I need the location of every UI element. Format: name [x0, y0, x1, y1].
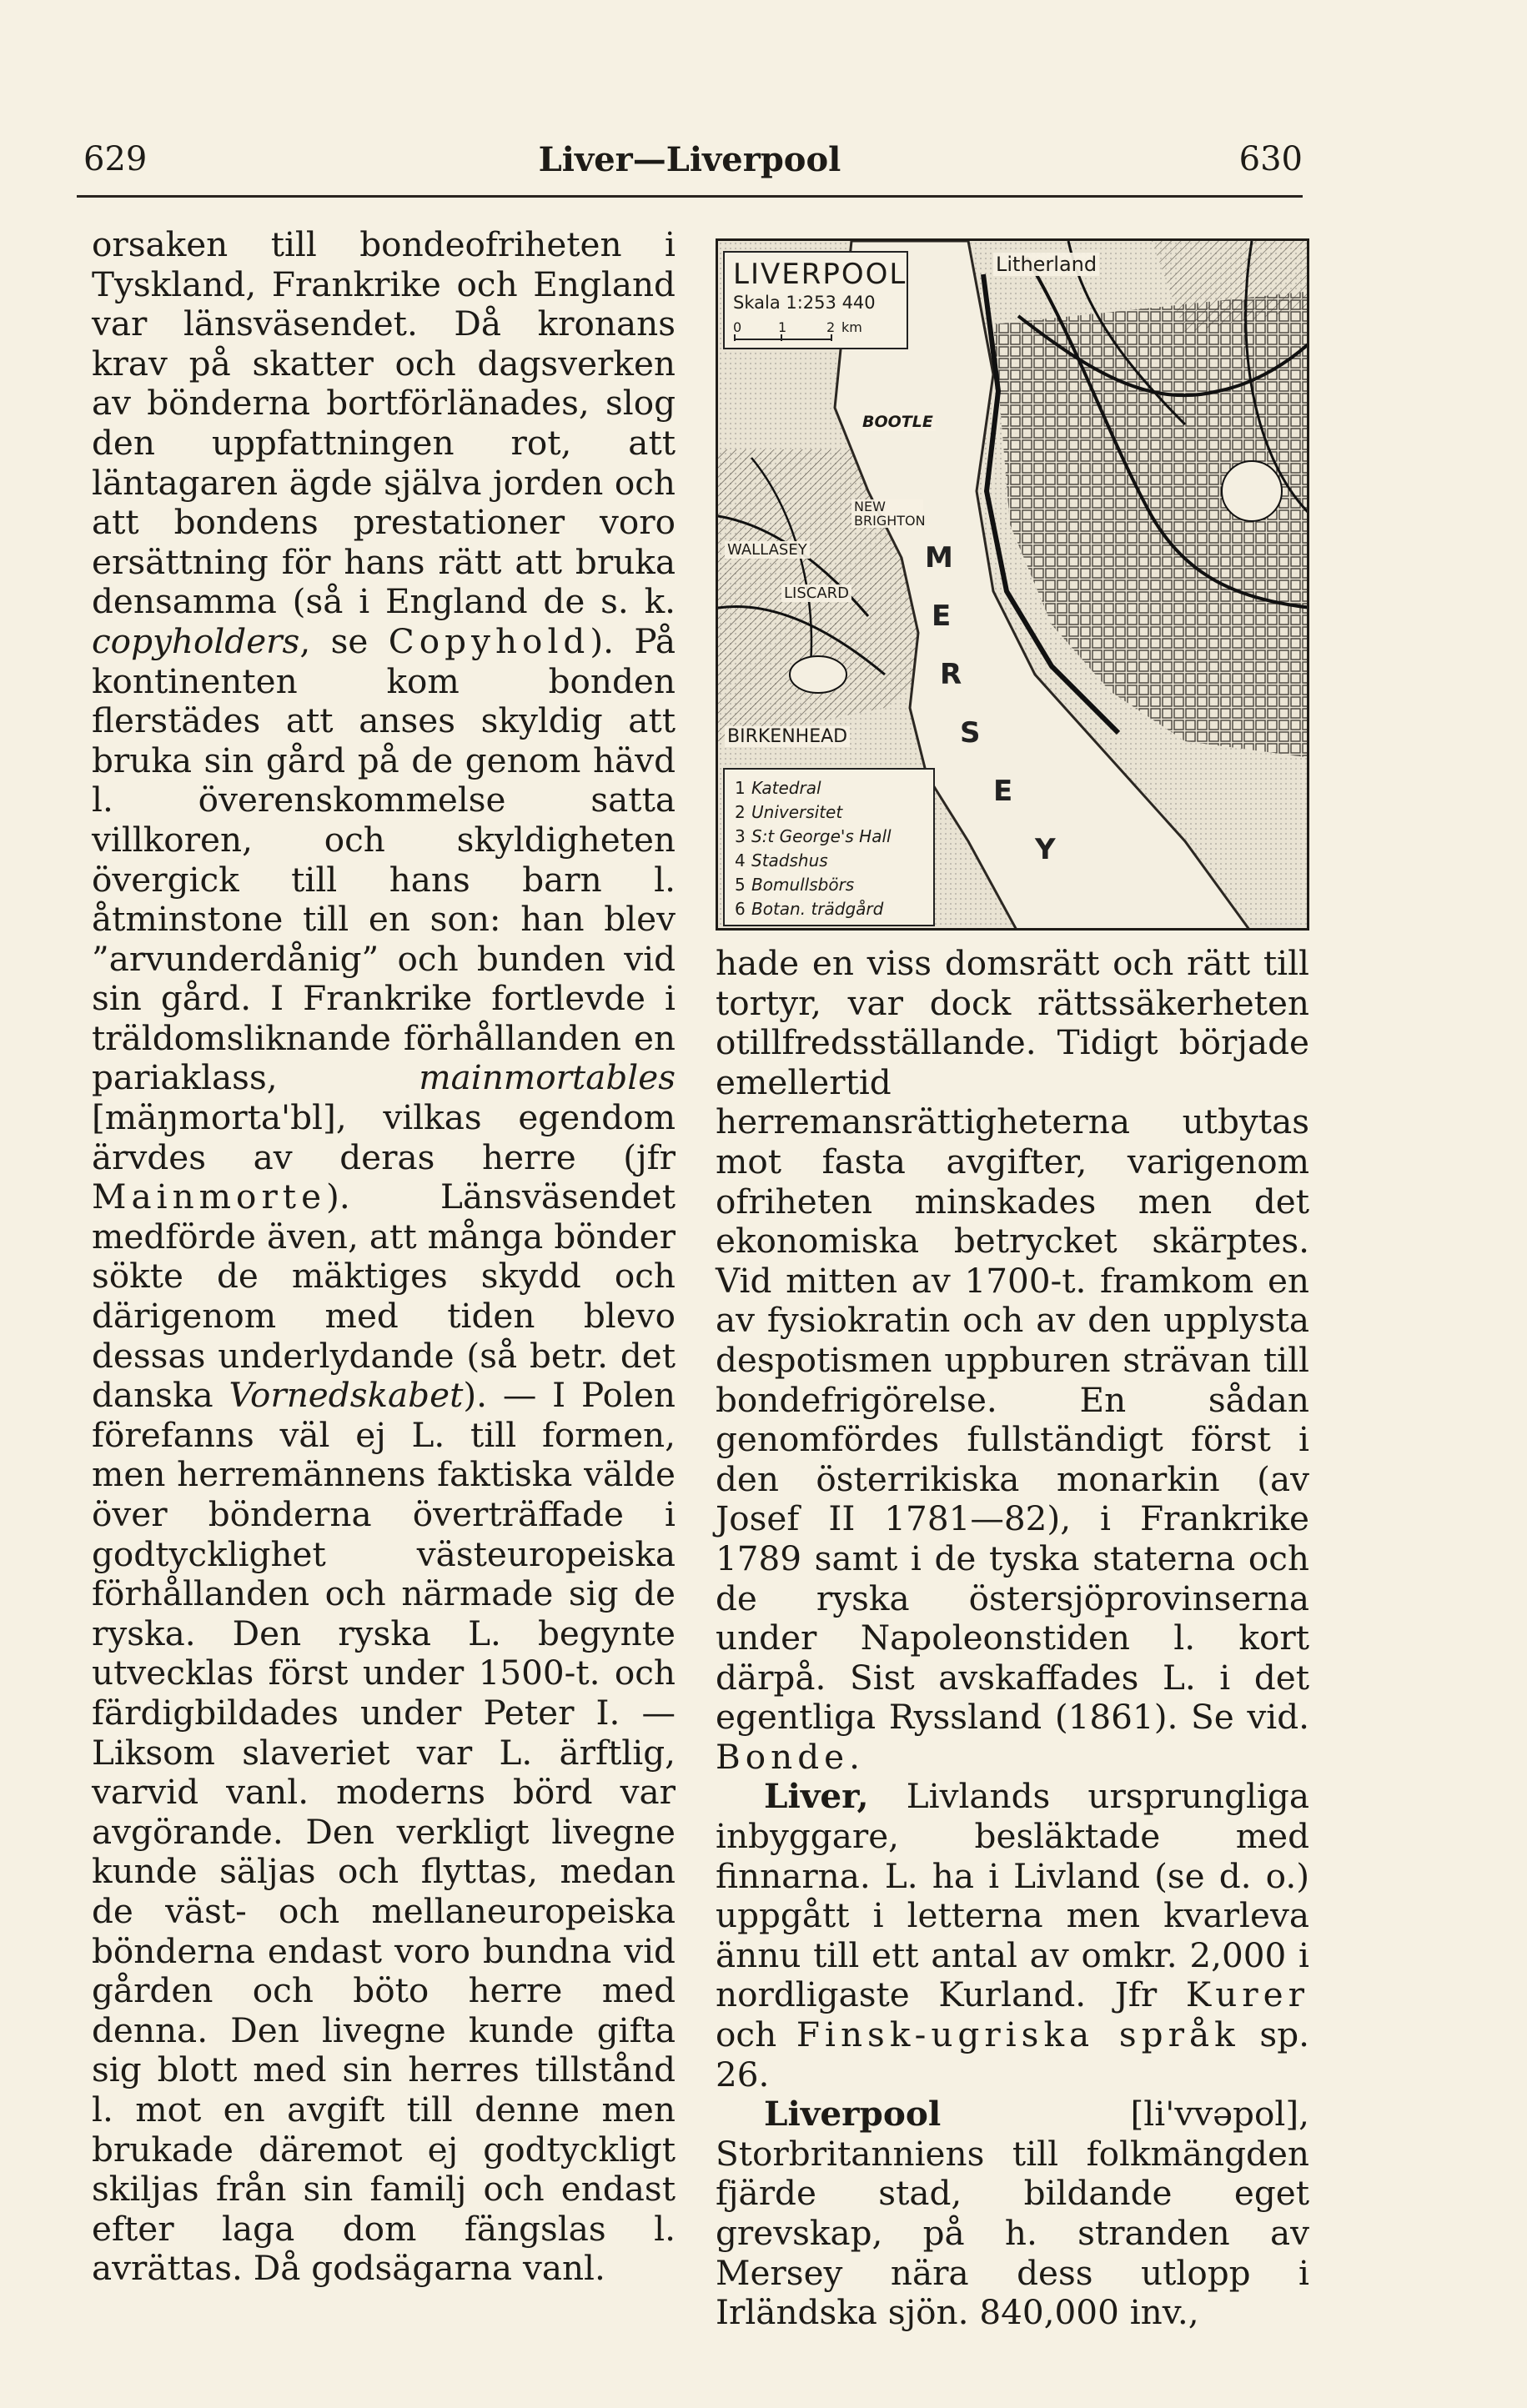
river-letter: M	[925, 541, 953, 574]
legend-label: Botan. trädgård	[751, 899, 884, 919]
text-run: [mäŋmorta'bl], vilkas egendom ärvdes av deras herre (jfr	[92, 1097, 676, 1177]
scale-tick: 1	[778, 319, 787, 335]
entry-headword: Liverpool	[764, 2094, 942, 2135]
river-letter: Y	[1035, 833, 1056, 866]
label-birkenhead: BIRKENHEAD	[725, 726, 850, 747]
park-area	[790, 656, 846, 693]
cross-ref-copyhold: Copyhold	[388, 620, 590, 661]
text-run: ). På kontinenten kom bonden flerstädes att anses skyldig att bruka sin gård på de genom hävd l. överenskommelse satta villkoren, och skyldigheten övergick till hans barn l. åtminstone till en son: han blev ”arvunderdånig” och bunden vid sin gård. I Frankrike fortlevde i träldomsliknande förhållanden en pariaklass,	[92, 620, 676, 1098]
map-scale: Skala 1:253 440	[733, 293, 876, 313]
left-paragraph	[92, 225, 676, 2289]
text-run: hade en viss domsrätt och rätt till tortyr, var dock rättssäkerheten otillfredsställande. Tidigt började emellertid herremansrättigheterna utbytas mot fasta avgifter, varigenom ofriheten minskades men det ekonomiska betrycket skärptes. Vid mitten av 1700-t. framkom en av fysiokratin och av den upplysta despotismen uppburen strävan till bondefrigörelse. En sådan genomfördes fullständigt först i den österrikiska monarkin (av Josef II 1781—82), i Frankrike 1789 samt i de tyska staterna och de ryska östersjöprovinserna under Napoleonstiden l. kort därpå. Sist avskaffades L. i det egentliga Ryssland (1861). Se vid.	[716, 943, 1309, 1738]
scale-tick: 2	[826, 319, 836, 335]
label-wallasey: WALLASEY	[725, 541, 810, 559]
cross-ref-mainmorte: Mainmorte	[92, 1176, 327, 1217]
right-paragraph-continued	[716, 944, 1309, 1777]
text-run: ). Länsväsendet medförde även, att många bönder sökte de mäktiges skydd och därigenom med tiden blevo dessas underlydande (så betr. det danska	[92, 1176, 676, 1416]
legend-number: 6	[735, 899, 746, 919]
liverpool-map	[716, 238, 1309, 931]
text-run: [li'vvəpol], Storbritanniens till folkmängden fjärde stad, bildande eget grevskap, på h. stranden av Mersey nära dess utlopp i Irländska sjön. 840,000 inv.,	[716, 2094, 1309, 2333]
scale-tick: 0	[733, 319, 742, 335]
text-run: och	[716, 2014, 796, 2055]
river-letter: E	[993, 775, 1013, 808]
cross-ref-finsk-ugriska: Finsk-ugriska språk	[796, 2014, 1240, 2055]
right-column	[716, 944, 1309, 2333]
legend-number: 1	[735, 778, 746, 798]
page-number-left: 629	[83, 140, 148, 178]
text-run: ). — I Polen förefanns väl ej L. till formen, men herremännens faktiska välde över bönderna överträffade i godtycklighet västeuropeiska förhållanden och närmade sig de ryska. Den ryska L. begynte utvecklas först under 1500-t. och färdigbildades under Peter I. — Liksom slaveriet var L. ärftlig, varvid vanl. moderns börd var avgörande. Den verkligt livegne kunde säljas och flyttas, medan de väst- och mellaneuropeiska bönderna endast voro bundna vid gården och böto herre med denna. Den livegne kunde gifta sig blott med sin herres tillstånd l. mot en avgift till denne men brukade däremot ej godtyckligt skiljas från sin familj och endast efter laga dom fängslas l. avrättas. Då godsägarna vanl.	[92, 1375, 676, 2289]
label-litherland: Litherland	[993, 253, 1099, 276]
header-rule	[77, 195, 1303, 198]
map-title-box	[723, 251, 908, 349]
legend-number: 3	[735, 826, 746, 846]
river-letter: E	[932, 599, 952, 633]
italic-term-vornedskabet: Vornedskabet	[229, 1375, 464, 1416]
legend-item	[735, 897, 933, 921]
river-letter: S	[960, 716, 981, 750]
legend-item	[735, 825, 933, 849]
page-number-right: 630	[1238, 140, 1303, 178]
cross-ref-kurer: Kurer	[1185, 1974, 1309, 2015]
legend-label: S:t George's Hall	[751, 826, 892, 846]
legend-item	[735, 776, 933, 800]
text-run: sp. 26.	[716, 2014, 1309, 2094]
text-run: .	[849, 1736, 860, 1777]
page-header	[77, 140, 1303, 190]
text-run: , se	[299, 620, 389, 661]
text-run: orsaken till bondeofriheten i Tyskland, Frankrike och England var länsväsendet. Då kronans krav på skatter och dagsverken av bönderna bortförlänades, slog den uppfattningen rot, att läntagaren ägde själva jorden och att bondens prestationer voro ersättning för hans rätt att bruka densamma (så i England de s. k.	[92, 224, 676, 622]
entry-liver	[716, 1777, 1309, 2094]
park-area	[1222, 461, 1282, 521]
legend-number: 5	[735, 875, 746, 895]
entry-liverpool	[716, 2094, 1309, 2333]
legend-number: 4	[735, 850, 746, 870]
text-run: Livlands ursprungliga inbyggare, besläktade med finnarna. L. ha i Livland (se d. o.) uppgått i letterna men kvarleva ännu till ett antal av omkr. 2,000 i nordligaste Kurland. Jfr	[716, 1776, 1309, 2015]
map-title: LIVERPOOL	[733, 258, 907, 291]
legend-label: Katedral	[751, 778, 821, 798]
map-legend	[723, 768, 935, 926]
scale-bar-line	[733, 334, 833, 343]
legend-number: 2	[735, 802, 746, 822]
legend-label: Stadshus	[751, 850, 828, 870]
scale-unit: km	[841, 319, 862, 335]
legend-item	[735, 800, 933, 825]
italic-term-mainmortables: mainmortables	[419, 1057, 676, 1098]
legend-label: Universitet	[751, 802, 843, 822]
entry-headword: Liver,	[764, 1776, 869, 1817]
legend-item	[735, 873, 933, 897]
left-column	[92, 225, 676, 2289]
label-new-brighton: NEW BRIGHTON	[851, 499, 923, 528]
italic-term-copyholders: copyholders	[92, 620, 300, 661]
river-letter: R	[940, 658, 962, 691]
label-liscard: LISCARD	[781, 584, 851, 602]
legend-item	[735, 849, 933, 873]
label-bootle: BOOTLE	[860, 413, 936, 431]
cross-ref-bonde: Bonde	[716, 1736, 850, 1777]
legend-label: Bomullsbörs	[751, 875, 855, 895]
page-title: Liver—Liverpool	[538, 140, 841, 179]
